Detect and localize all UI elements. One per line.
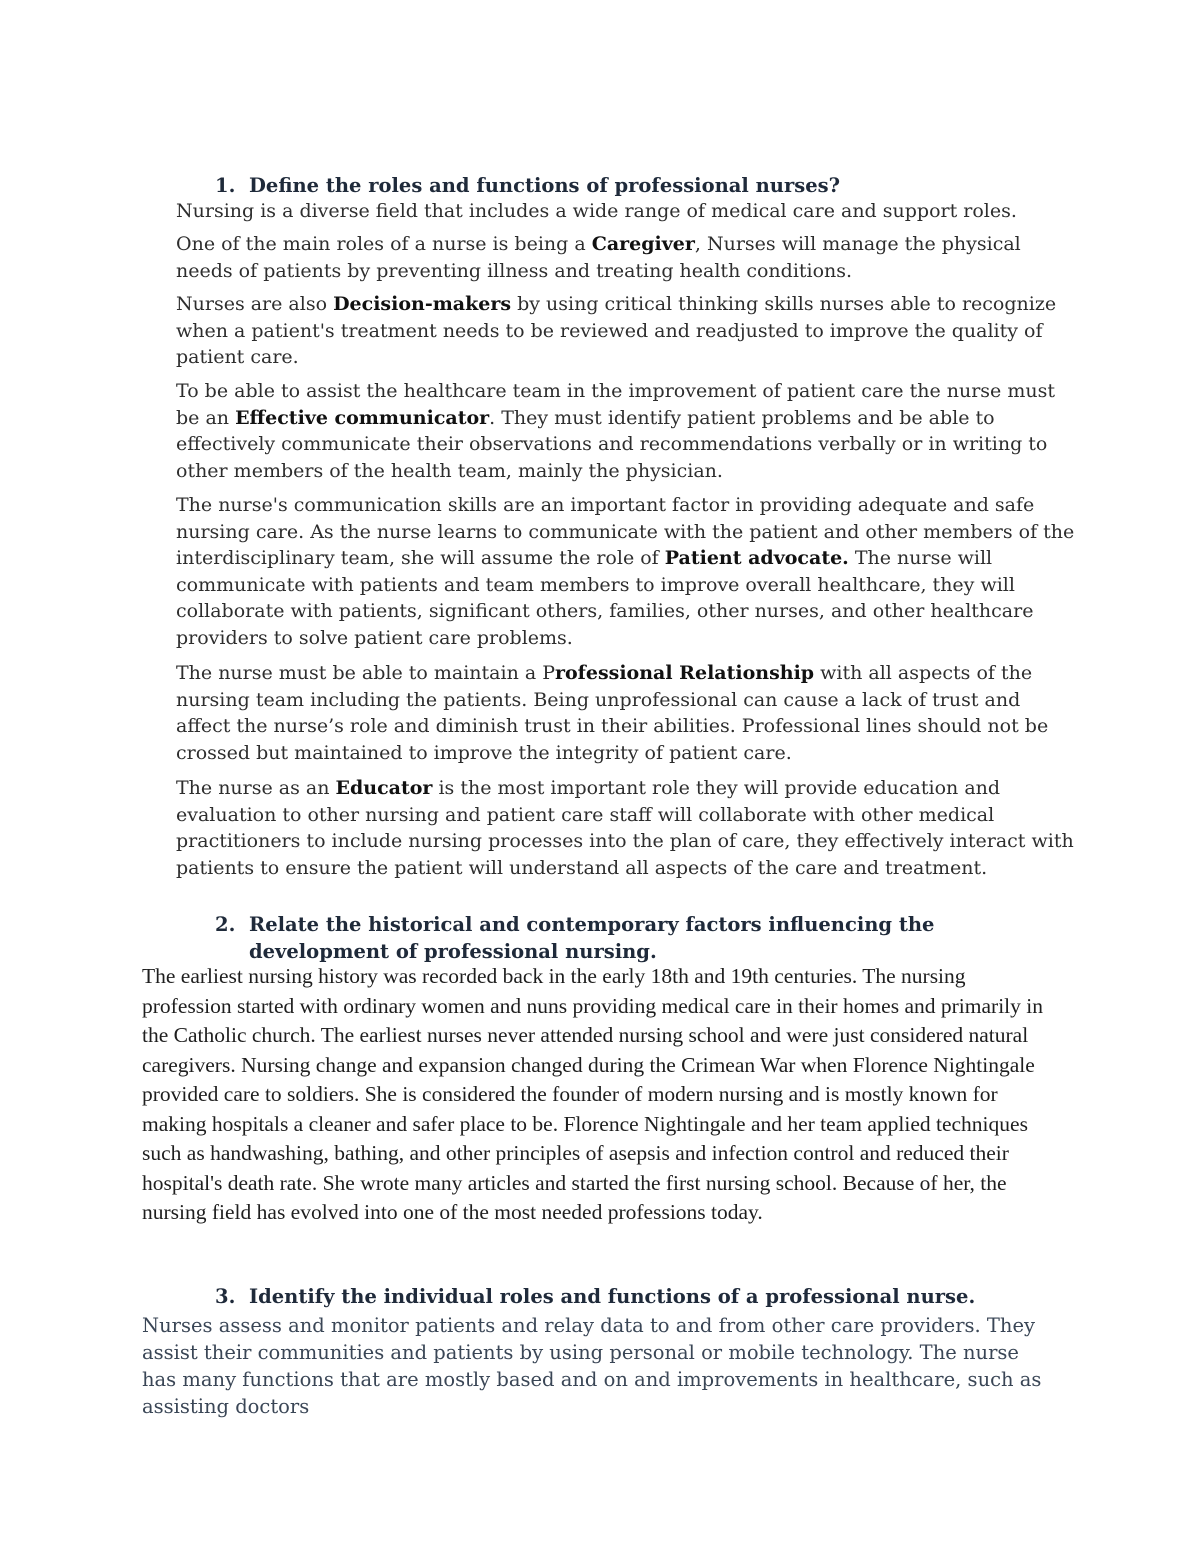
section-3-number: 3. (215, 1285, 236, 1308)
paragraph-patient-advocate: The nurse's communication skills are an important factor in providing adequate and safe nursing care. As the nurse learns to communicate with the patient and other members of the interdisciplinary team, she will assume the role of Patient advocate. The nurse will communicate with patients and team members to improve overall healthcare, they will collaborate with patients, significant others, families, other nurses, and other healthcare providers to solve patient care problems. (176, 494, 1075, 649)
section-1-number: 1. (215, 174, 236, 197)
paragraph-professional-relationship: The nurse must be able to maintain a Professional Relationship with all aspects of the nursing team including the patients. Being unprofessional can cause a lack of trust and affect the nurse’s role and diminish trust in their abilities. Professional lines should not be crossed but maintained to improve the integrity of patient care. (176, 662, 1049, 764)
section-3-heading (215, 1283, 1129, 1310)
section-2-body: The earliest nursing history was recorded back in the early 18th and 19th centuries. The nursing profession started with ordinary women and nuns providing medical care in their homes and primarily in the Catholic church. The earliest nurses never attended nursing school and were just considered natural caregivers. Nursing change and expansion changed during the Crimean War when Florence Nightingale provided care to soldiers. She is considered the founder of modern nursing and is mostly known for making hospitals a cleaner and safer place to be. Florence Nightingale and her team applied techniques such as handwashing, bathing, and other principles of asepsis and infection control and reduced their hospital's death rate. She wrote many articles and started the first nursing school. Because of her, the nursing field has evolved into one of the most needed professions today. (142, 964, 1043, 1224)
section-1-intro: Nursing is a diverse field that includes a wide range of medical care and support roles. (176, 200, 1017, 222)
section-2-number: 2. (215, 913, 236, 936)
section-2-heading (215, 911, 1069, 965)
section-2-title: Relate the historical and contemporary factors influencing the development of professional nursing. (249, 913, 935, 963)
paragraph-caregiver: One of the main roles of a nurse is being a Caregiver, Nurses will manage the physical needs of patients by preventing illness and treating health conditions. (176, 233, 1021, 282)
term-caregiver: Caregiver (591, 233, 695, 255)
term-effective-communicator: Effective communicator (235, 406, 490, 429)
paragraph-educator: The nurse as an Educator is the most important role they will provide education and evaluation to other nursing and patient care staff will collaborate with other medical practitioners to include nursing processes into the plan of care, they effectively interact with patients to ensure the patient will understand all aspects of the care and treatment. (176, 777, 1074, 879)
section-1-title: Define the roles and functions of professional nurses? (249, 174, 841, 197)
section-3-title: Identify the individual roles and functions of a professional nurse. (249, 1285, 976, 1308)
term-professional-relationship: rofessional Relationship (555, 662, 815, 684)
term-educator: Educator (335, 777, 433, 799)
section-1-heading (215, 172, 1129, 199)
paragraph-decision-makers: Nurses are also Decision-makers by using critical thinking skills nurses able to recognize when a patient's treatment needs to be reviewed and readjusted to improve the quality of patient care. (176, 293, 1057, 369)
paragraph-communicator: To be able to assist the healthcare team in the improvement of patient care the nurse must be an Effective communicator. They must identify patient problems and be able to effectively communicate their observations and recommendations verbally or in writing to other members of the health team, mainly the physician. (176, 380, 1055, 482)
term-patient-advocate: Patient advocate. (664, 547, 849, 570)
term-decision-makers: Decision-makers (333, 293, 512, 315)
section-3-body: Nurses assess and monitor patients and relay data to and from other care providers. They assist their communities and patients by using personal or mobile technology. The nurse has many functions that are mostly based and on and improvements in healthcare, such as assisting doctors (142, 1314, 1042, 1418)
